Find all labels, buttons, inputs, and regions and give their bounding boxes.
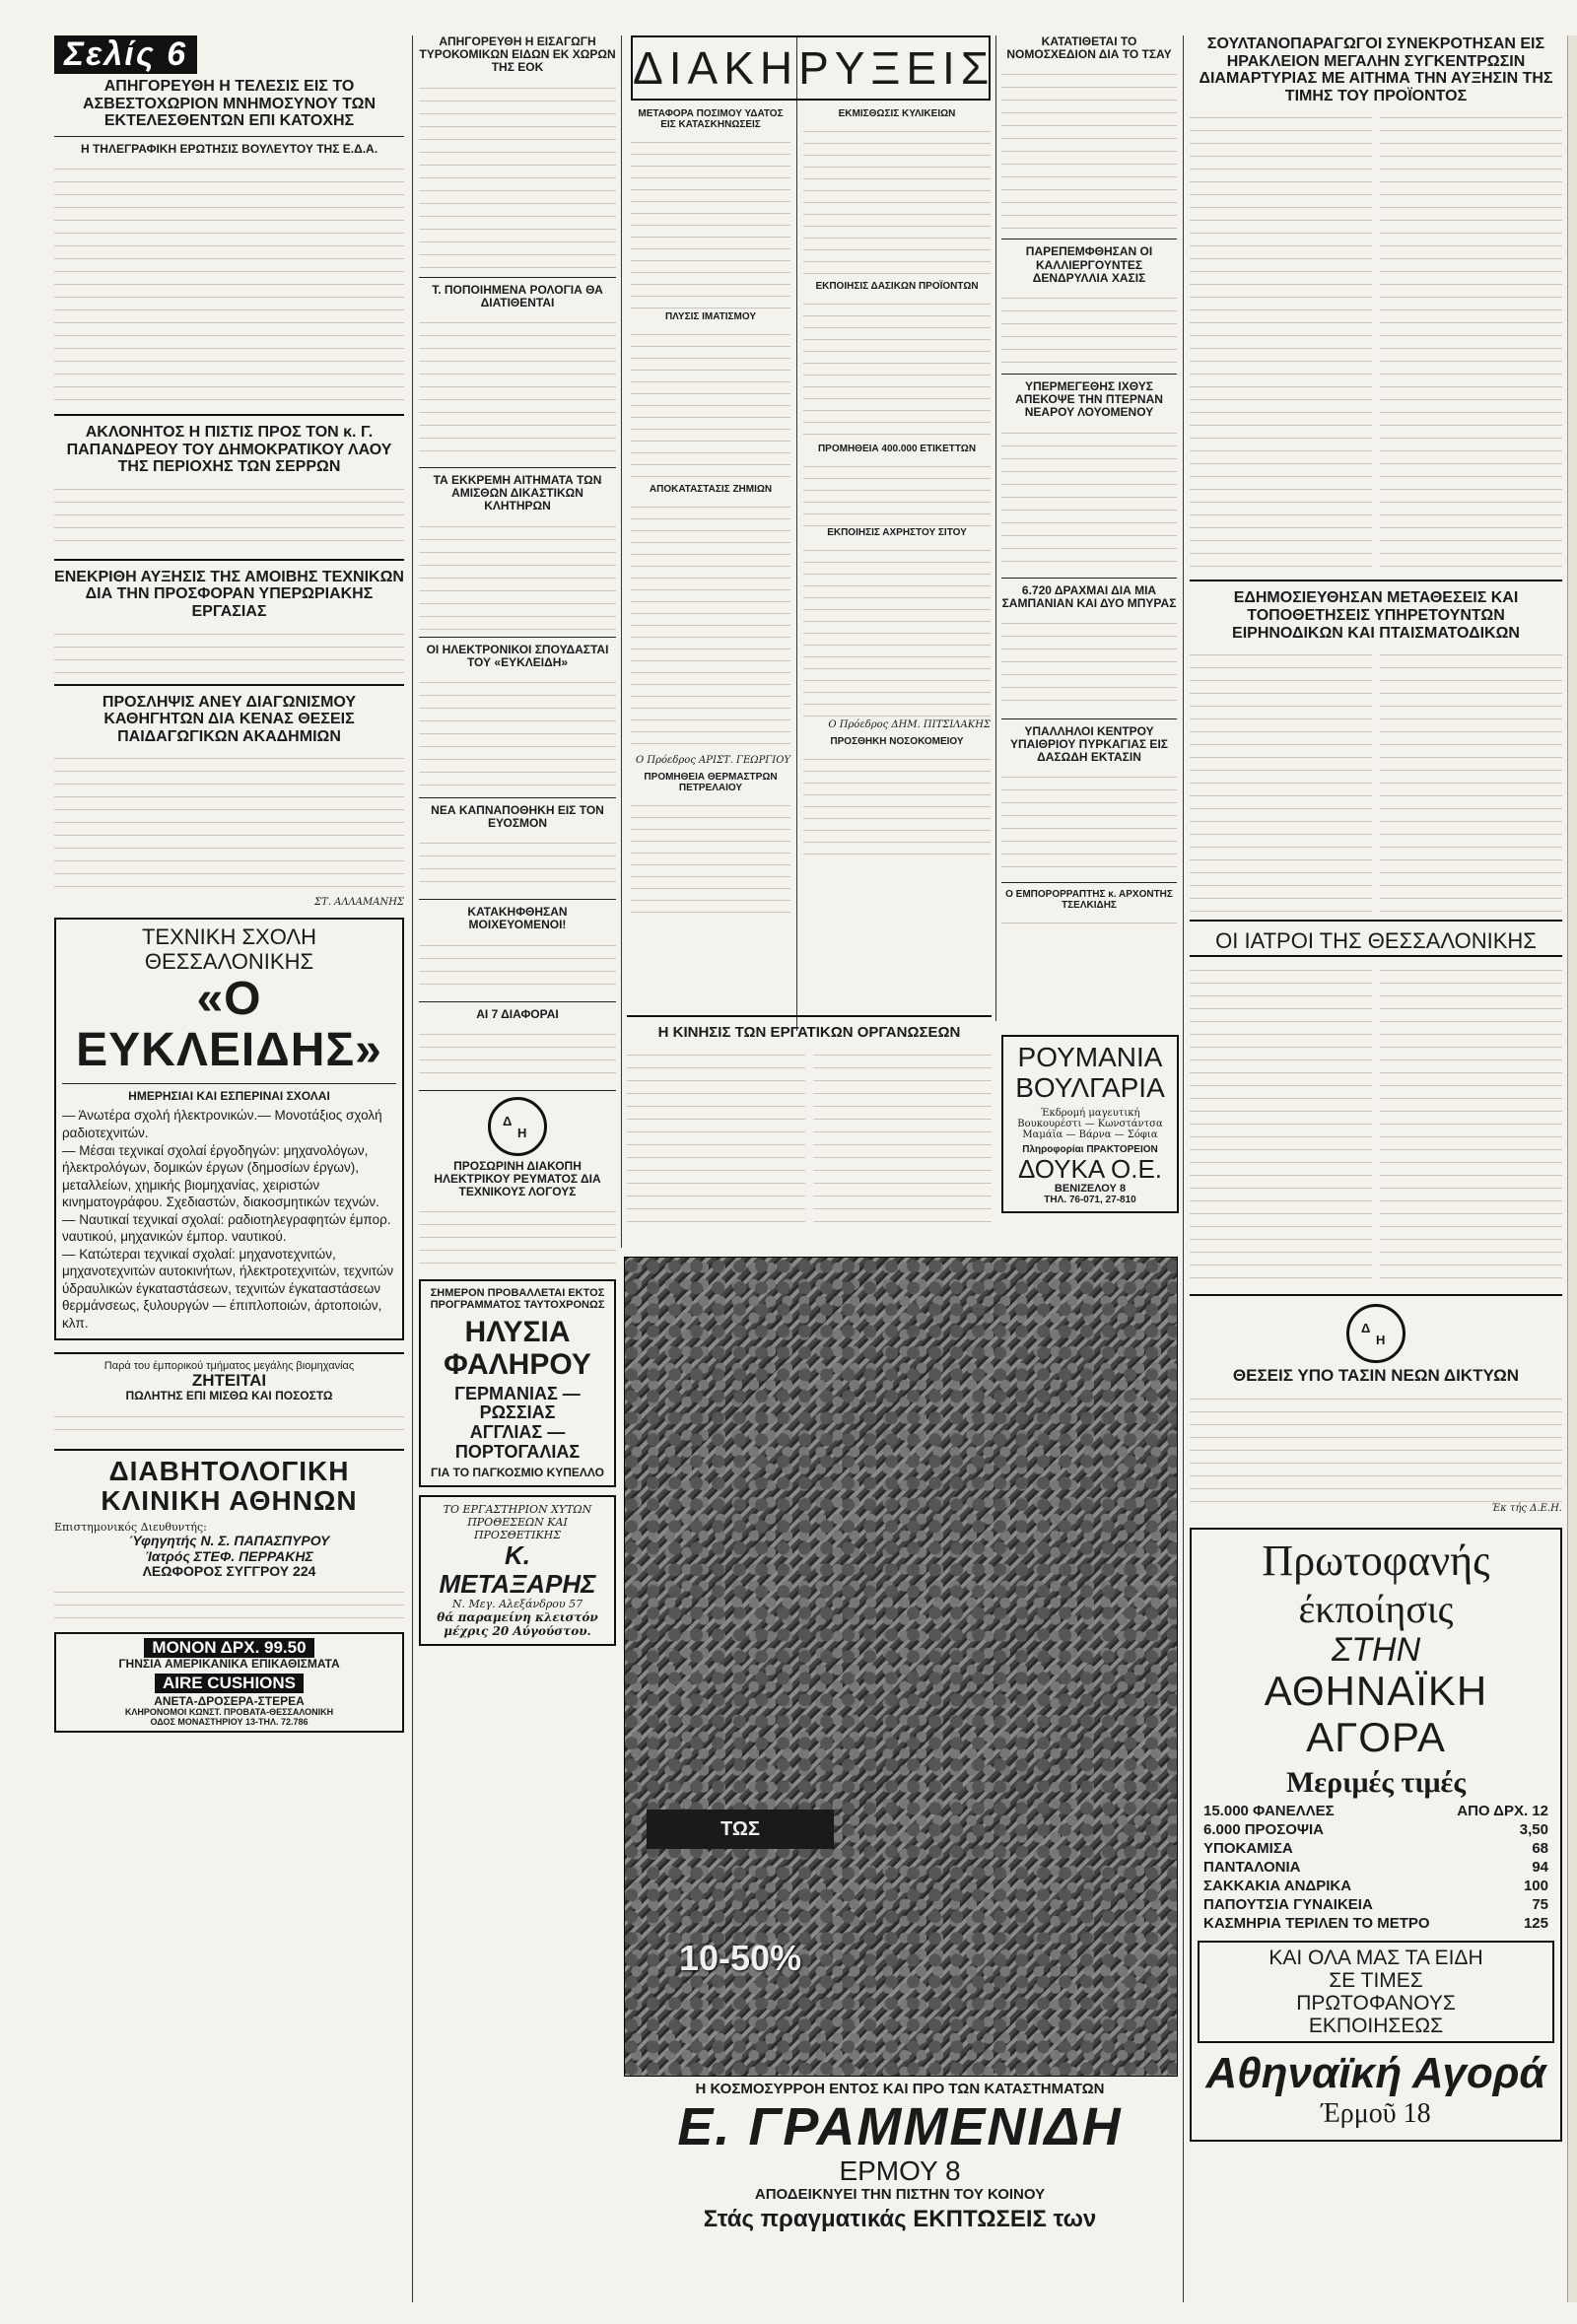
ad-line: — Ναυτικαί τεχνικαί σχολαί: ραδιοτηλεγραφητών έμπορ. ναυτικού, μηχανικών έμπορ. ναυτικού.: [62, 1211, 391, 1245]
price-item-value: 94: [1532, 1858, 1548, 1876]
body-text-block: [1001, 289, 1177, 368]
ad-subtitle: ΠΩΛΗΤΗΣ ΕΠΙ ΜΙΣΘΩ ΚΑΙ ΠΟΣΟΣΤΩ: [125, 1389, 333, 1403]
body-text-block: [419, 834, 616, 893]
body-text-block: [1001, 65, 1177, 233]
body-text-block: [803, 542, 991, 719]
price-list: [1198, 1802, 1554, 1933]
dei-logo-icon: Δ Η: [488, 1097, 547, 1156]
announcement-title: ΑΠΟΚΑΤΑΣΤΑΣΙΣ ΖΗΜΙΩΝ: [649, 484, 773, 495]
ad-pretitle: Παρά του έμπορικού τμήματος μεγάλης βιομηχανίας: [103, 1359, 355, 1372]
price-row: [1198, 1858, 1554, 1877]
ad-prices-title: Μεριμές τιμές: [1285, 1765, 1467, 1799]
ad-title: Ε. ΓΡΑΜΜΕΝΙΔΗ: [677, 2096, 1123, 2156]
body-text-block: [803, 123, 991, 281]
story-title: ΚΑΤΑΚΗΦΘΗΣΑΝ ΜΟΙΧΕΥΟΜΕΝΟΙ!: [467, 905, 568, 932]
ad-title: ΔΙΑΒΗΤΟΛΟΓΙΚΗ ΚΛΙΝΙΚΗ ΑΘΗΝΩΝ: [101, 1455, 358, 1517]
body-text-block: [1001, 424, 1177, 572]
workers-story: [627, 1015, 992, 1228]
story-title: ΣΟΥΛΤΑΝΟΠΑΡΑΓΩΓΟΙ ΣΥΝΕΚΡΟΤΗΣΑΝ ΕΙΣ ΗΡΑΚΛΕΙΟΝ ΜΕΓΑΛΗΝ ΣΥΓΚΕΝΤΡΩΣΙΝ ΔΙΑΜΑΡΤΥΡΙΑΣ ΜΕ ΑΙΤΗΜΑ ΤΗΝ ΑΥΞΗΣΙΝ ΤΗΣ ΤΙΜΗΣ ΤΟΥ ΠΡΟΪΟΝΤΟΣ: [1199, 35, 1553, 104]
ad-signature: Αθηναϊκή Αγορά: [1205, 2049, 1546, 2098]
column-5: [1001, 35, 1177, 933]
ad-phone: ΤΗΛ. 76-071, 27-810: [1044, 1195, 1136, 1206]
ad-agency: ΔΟΥΚΑ Ο.Ε.: [1017, 1153, 1163, 1184]
ad-line: ΠΡΩΤΟΦΑΝΟΥΣ: [1296, 1991, 1456, 2015]
ad-pretitle: Η ΚΟΣΜΟΣΥΡΡΟΗ ΕΝΤΟΣ ΚΑΙ ΠΡΟ ΤΩΝ ΚΑΤΑΣΤΗΜΑΤΩΝ: [695, 2081, 1105, 2097]
story-title: ΘΕΣΕΙΣ ΥΠΟ ΤΑΣΙΝ ΝΕΩΝ ΔΙΚΤΥΩΝ: [1232, 1366, 1520, 1386]
body-text-block: [1380, 108, 1562, 572]
ad-athenian-market: [1190, 1528, 1562, 2142]
ad-pretitle: Πρωτοφανής: [1262, 1537, 1490, 1586]
announcement-title: ΕΚΜΙΣΘΩΣΙΣ ΚΥΛΙΚΕΙΩΝ: [838, 108, 956, 119]
story-title: ΠΡΟΣΛΗΨΙΣ ΑΝΕΥ ΔΙΑΓΩΝΙΣΜΟΥ ΚΑΘΗΓΗΤΩΝ ΔΙΑ ΚΕΝΑΣ ΘΕΣΕΙΣ ΠΑΙΔΑΓΩΓΙΚΩΝ ΑΚΑΔΗΜΙΩΝ: [102, 693, 357, 745]
announcement-title: ΕΚΠΟΙΗΣΙΣ ΔΑΣΙΚΩΝ ΠΡΟΪΟΝΤΩΝ: [815, 281, 979, 292]
story-title: ΟΙ ΗΛΕΚΤΡΟΝΙΚΟΙ ΣΠΟΥΔΑΣΤΑΙ ΤΟΥ «ΕΥΚΛΕΙΔΗ»: [426, 642, 609, 669]
announcements-banner: ΔΙΑΚΗΡΥΞΕΙΣ: [631, 35, 991, 101]
ad-line: ΑΝΕΤΑ-ΔΡΟΣΕΡΑ-ΣΤΕΡΕΑ: [154, 1693, 305, 1708]
body-text-block: [419, 1202, 616, 1271]
body-text-block: [1190, 961, 1372, 1286]
body-text-block: [1380, 646, 1562, 912]
signature: Ο Πρόεδρος ΑΡΙΣΤ. ΓΕΩΡΓΙΟΥ: [635, 755, 790, 766]
signature: Έκ τής Δ.Ε.Η.: [1491, 1503, 1562, 1515]
crowd-photo: [624, 1257, 1178, 2077]
photo-shop-sign: ΤΩΣ: [647, 1810, 834, 1849]
body-text-block: [1001, 614, 1177, 713]
ad-person: Ίατρός ΣΤΕΦ. ΠΕΡΡΑΚΗΣ: [145, 1547, 313, 1564]
ad-grammenidi: [624, 2082, 1176, 2233]
ad-address: Ν. Μεγ. Αλεξάνδρου 57: [451, 1598, 583, 1611]
body-text-block: [54, 480, 404, 551]
body-text-block: [631, 134, 790, 311]
ad-pretitle: ΤΟ ΕΡΓΑΣΤΗΡΙΟΝ ΧΥΤΩΝ ΠΡΟΘΕΣΕΩΝ ΚΑΙ ΠΡΟΣΘΕΤΙΚΗΣ: [443, 1502, 592, 1541]
ad-line: — Άνωτέρα σχολή ήλεκτρονικών.— Μονοτάξιος σχολή ραδιοτεχνιτών.: [62, 1108, 382, 1141]
ad-romania: [1001, 1035, 1179, 1213]
ad-title: «Ο ΕΥΚΛΕΙΔΗΣ»: [76, 972, 382, 1077]
ad-address: Έρμοῦ 18: [1321, 2098, 1431, 2130]
ad-line: ΚΛΗΡΟΝΟΜΟΙ ΚΩΝΣΤ. ΠΡΟΒΑΤΑ-ΘΕΣΣΑΛΟΝΙΚΗ: [124, 1706, 334, 1717]
ad-address: ΛΕΩΦΟΡΟΣ ΣΥΓΓΡΟΥ 224: [142, 1562, 316, 1579]
story-title: Ο ΕΜΠΟΡΟΡΡΑΠΤΗΣ κ. ΑΡΧΟΝΤΗΣ ΤΣΕΛΚΙΔΗΣ: [1005, 889, 1173, 912]
ad-lab: [419, 1495, 616, 1646]
page-number-label: Σελίς 6: [54, 35, 197, 74]
ad-zitountai: [54, 1352, 404, 1437]
adjacent-page-edge: [1567, 35, 1577, 2302]
body-text-block: [419, 936, 616, 995]
body-text-block: [419, 313, 616, 461]
ad-title: ΡΟΥΜΑΝΙΑ: [1017, 1042, 1163, 1072]
body-text-block: [419, 1025, 616, 1084]
story-title: ΑΚΛΟΝΗΤΟΣ Η ΠΙΣΤΙΣ ΠΡΟΣ ΤΟΝ κ. Γ. ΠΑΠΑΝΔΡΕΟΥ ΤΟΥ ΔΗΜΟΚΡΑΤΙΚΟΥ ΛΑΟΥ ΤΗΣ ΠΕΡΙΟΧΗΣ ΤΩΝ ΣΕΡΡΩΝ: [66, 423, 392, 476]
body-text-block: [803, 751, 991, 859]
price-item-value: 75: [1532, 1895, 1548, 1913]
ad-clinic: [54, 1449, 404, 1623]
price-item-name: ΣΑΚΚΑΚΙΑ ΑΝΔΡΙΚΑ: [1203, 1877, 1352, 1894]
body-text-block: [1190, 646, 1372, 912]
ad-label: ΣΤΗΝ: [1331, 1631, 1421, 1670]
body-text-block: [803, 458, 991, 527]
ad-subtitle: ΗΜΕΡΗΣΙΑΙ ΚΑΙ ΕΣΠΕΡΙΝΑΙ ΣΧΟΛΑΙ: [128, 1089, 330, 1104]
story-title: ΝΕΑ ΚΑΠΝΑΠΟΘΗΚΗ ΕΙΣ ΤΟΝ ΕΥΟΣΜΟΝ: [431, 802, 604, 831]
column-rule: [1183, 35, 1184, 2302]
price-row: [1198, 1820, 1554, 1839]
ad-pretitle: ΣΗΜΕΡΟΝ ΠΡΟΒΑΛΛΕΤΑΙ ΕΚΤΟΣ ΠΡΟΓΡΑΜΜΑΤΟΣ ΤΑΥΤΟΧΡΟΝΩΣ: [430, 1287, 605, 1312]
body-text-block: [54, 160, 404, 406]
story-title: ΚΑΤΑΤΙΘΕΤΑΙ ΤΟ ΝΟΜΟΣΧΕΔΙΟΝ ΔΙΑ ΤΟ ΤΣΑΥ: [1006, 34, 1172, 62]
price-item-name: ΠΑΠΟΥΤΣΙΑ ΓΥΝΑΙΚΕΙΑ: [1203, 1895, 1373, 1913]
story-title: ΥΠΕΡΜΕΓΕΘΗΣ ΙΧΘΥΣ ΑΠΕΚΟΨΕ ΤΗΝ ΠΤΕΡΝΑΝ ΝΕΑΡΟΥ ΛΟΥΟΜΕΝΟΥ: [1015, 378, 1163, 420]
body-text-block: [419, 517, 616, 631]
column-rule: [412, 35, 413, 2302]
ad-cinema: [419, 1279, 616, 1487]
ad-title: ΑΘΗΝΑΪΚΗ ΑΓΟΡΑ: [1264, 1668, 1488, 1760]
ad-line: ΟΔΟΣ ΜΟΝΑΣΤΗΡΙΟΥ 13-ΤΗΛ. 72.786: [150, 1716, 309, 1727]
price-row: [1198, 1839, 1554, 1858]
story-title: ΥΠΑΛΛΗΛΟΙ ΚΕΝΤΡΟΥ ΥΠΑΙΘΡΙΟΥ ΠΥΡΚΑΓΙΑΣ ΕΙΣ ΔΑΣΩΔΗ ΕΚΤΑΣΙΝ: [1010, 723, 1168, 765]
ad-shoes: [54, 1632, 404, 1733]
ad-line: ΚΑΙ ΟΛΑ ΜΑΣ ΤΑ ΕΙΔΗ: [1268, 1946, 1483, 1969]
price-row: [1198, 1802, 1554, 1820]
body-text-block: [54, 749, 404, 897]
column-7: [1190, 35, 1562, 2142]
body-text-block: [627, 1046, 805, 1228]
ad-brand: AIRE CUSHIONS: [155, 1674, 304, 1693]
ad-price: ΜΟΝΟΝ ΔΡΧ. 99.50: [144, 1638, 313, 1658]
body-text-block: [419, 79, 616, 271]
story-title: ΠΡΟΣΩΡΙΝΗ ΔΙΑΚΟΠΗ ΗΛΕΚΤΡΙΚΟΥ ΡΕΥΜΑΤΟΣ ΔΙΑ ΤΕΧΝΙΚΟΥΣ ΛΟΓΟΥΣ: [434, 1158, 601, 1199]
column-rule: [621, 35, 622, 1248]
story-title: ΑΙ 7 ΔΙΑΦΟΡΑΙ: [476, 1006, 559, 1021]
ad-line: Στάς πραγματικάς ΕΚΠΤΩΣΕΙΣ των: [703, 2206, 1097, 2233]
body-text-block: [631, 326, 790, 484]
column-rule: [995, 35, 996, 1021]
ad-person: Ύφηγητής Ν. Σ. ΠΑΠΑΣΠΥΡΟΥ: [128, 1533, 330, 1549]
ad-pretitle: ΤΕΧΝΙΚΗ ΣΧΟΛΗ ΘΕΣΣΑΛΟΝΙΚΗΣ: [141, 924, 317, 974]
column-4: [803, 108, 991, 859]
masthead: [54, 35, 404, 74]
announcement-title: ΜΕΤΑΦΟΡΑ ΠΟΣΙΜΟΥ ΥΔΑΤΟΣ ΕΙΣ ΚΑΤΑΣΚΗΝΩΣΕΙΣ: [638, 108, 784, 130]
ad-line: ΑΠΟΔΕΙΚΝΥΕΙ ΤΗΝ ΠΙΣΤΗΝ ΤΟΥ ΚΟΙΝΟΥ: [754, 2185, 1046, 2203]
body-text-block: [54, 1583, 404, 1622]
ad-subtitle: ΓΙΑ ΤΟ ΠΑΓΚΟΣΜΙΟ ΚΥΠΕΛΛΟ: [431, 1465, 604, 1479]
ad-line: ΣΕ ΤΙΜΕΣ: [1329, 1968, 1423, 1992]
ad-label: Επιστημονικός Διευθυντής:: [54, 1521, 207, 1535]
body-text-block: [803, 296, 991, 444]
price-item-value: 68: [1532, 1839, 1548, 1857]
body-text-block: [54, 1407, 404, 1437]
body-text-block: [1190, 1390, 1562, 1503]
body-text-block: [1190, 108, 1372, 572]
column-1: [54, 35, 404, 1733]
ad-line: — Μέσαι τεχνικαί σχολαί έργοδηγών: μηχανολόγων, ήλεκτρολόγων, δομικών έργων (δημοσίων έργων), μεταλλείων, χημικής βιομηχανίας, χειριστών κινηματογράφου. Σχεδιαστών, διακοσμητικών τεχνών.: [62, 1142, 379, 1210]
story-title: 6.720 ΔΡΑΧΜΑΙ ΔΙΑ ΜΙΑ ΣΑΜΠΑΝΙΑΝ ΚΑΙ ΔΥΟ ΜΠΥΡΑΣ: [1001, 582, 1177, 610]
story-title: ΕΝΕΚΡΙΘΗ ΑΥΞΗΣΙΣ ΤΗΣ ΑΜΟΙΒΗΣ ΤΕΧΝΙΚΩΝ ΔΙΑ ΤΗΝ ΠΡΟΣΦΟΡΑΝ ΥΠΕΡΩΡΙΑΚΗΣ ΕΡΓΑΣΙΑΣ: [54, 568, 404, 620]
ad-eukleidis: [54, 918, 404, 1339]
price-item-value: ΑΠΟ ΔΡΧ. 12: [1457, 1802, 1548, 1819]
column-3: [631, 108, 790, 916]
price-row: [1198, 1895, 1554, 1914]
price-item-value: 100: [1523, 1877, 1548, 1894]
column-rule: [796, 35, 797, 1031]
ad-pretitle: έκποίησις: [1298, 1587, 1454, 1632]
ad-line: Έκδρομή μαγευτική Βουκουρέστι — Κωνστάντσα Μαμάϊα — Βάρνα — Σόφια: [1017, 1107, 1163, 1140]
price-item-name: ΥΠΟΚΑΜΙΣΑ: [1203, 1839, 1293, 1857]
column-2: [419, 35, 616, 1646]
ad-line: ΓΗΝΣΙΑ ΑΜΕΡΙΚΑΝΙΚΑ ΕΠΙΚΑΘΙΣΜΑΤΑ: [118, 1657, 340, 1672]
signature: ΣΤ. ΑΛΛΑΜΑΝΗΣ: [314, 897, 404, 909]
ad-box: [1198, 1941, 1554, 2043]
ad-line: ΕΚΠΟΙΗΣΕΩΣ: [1308, 2015, 1444, 2038]
story-title: ΤΑ ΕΚΚΡΕΜΗ ΑΙΤΗΜΑΤΑ ΤΩΝ ΑΜΙΣΘΩΝ ΔΙΚΑΣΤΙΚΩΝ ΚΛΗΤΗΡΩΝ: [433, 472, 602, 513]
price-item-value: 3,50: [1519, 1820, 1548, 1838]
ad-address: ΒΕΝΙΖΕΛΟΥ 8: [1054, 1183, 1127, 1196]
ad-match: ΑΓΓΛΙΑΣ — ΠΟΡΤΟΓΑΛΙΑΣ: [454, 1422, 581, 1462]
body-text-block: [813, 1046, 992, 1228]
price-item-name: ΚΑΣΜΗΡΙΑ ΤΕΡΙΛΕΝ ΤΟ ΜΕΤΡΟ: [1203, 1914, 1430, 1932]
story-title: Η ΚΙΝΗΣΙΣ ΤΩΝ ΕΡΓΑΤΙΚΩΝ ΟΡΓΑΝΩΣΕΩΝ: [657, 1024, 961, 1041]
body-text-block: [1001, 768, 1177, 876]
ad-label: Πληροφορίαι ΠΡΑΚΤΟΡΕΙΟΝ: [1022, 1143, 1158, 1155]
announcement-title: ΠΛΥΣΙΣ ΙΜΑΤΙΣΜΟΥ: [664, 311, 757, 322]
ad-note: θά παραμείνη κλειστόν μέχρις 20 Αύγούστου.: [437, 1610, 598, 1639]
announcement-title: ΠΡΟΜΗΘΕΙΑ ΘΕΡΜΑΣΤΡΩΝ ΠΕΤΡΕΛΑΙΟΥ: [644, 772, 778, 793]
ad-title: ΗΛΥΣΙΑ ΦΑΛΗΡΟΥ: [444, 1315, 591, 1381]
announcement-title: ΠΡΟΣΘΗΚΗ ΝΟΣΟΚΟΜΕΙΟΥ: [830, 736, 964, 747]
ad-line: — Κατώτεραι τεχνικαί σχολαί: μηχανοτεχνιτών, μηχανοτεχνιτών αυτοκινήτων, ήλεκτροτεχνιτών, τεχνιτών ύδραυλικών έγκαταστάσεων, τεχνιτών έγκαταστάσεων θερμάνσεως, ξυλουργών — έπιπλοποιών, άρτοποιών, κλπ.: [62, 1246, 394, 1332]
photo-discount-sign: 10-50%: [679, 1938, 802, 1978]
announcement-title: ΠΡΟΜΗΘΕΙΑ 400.000 ΕΤΙΚΕΤΤΩΝ: [817, 444, 977, 454]
story-title: ΟΙ ΙΑΤΡΟΙ ΤΗΣ ΘΕΣΣΑΛΟΝΙΚΗΣ: [1190, 929, 1562, 957]
price-row: [1198, 1877, 1554, 1895]
ad-address: ΕΡΜΟΥ 8: [839, 2154, 961, 2186]
dei-logo-icon: Δ Η: [1346, 1304, 1406, 1363]
story-subtitle: Η ΤΗΛΕΓΡΑΦΙΚΗ ΕΡΩΤΗΣΙΣ ΒΟΥΛΕΥΤΟΥ ΤΗΣ Ε.Δ.Α.: [80, 141, 378, 156]
body-text-block: [631, 499, 790, 755]
ad-title: ΒΟΥΛΓΑΡΙΑ: [1015, 1071, 1165, 1103]
ad-title: Κ. ΜΕΤΑΞΑΡΗΣ: [439, 1539, 596, 1599]
story-title: ΑΠΗΓΟΡΕΥΘΗ Η ΤΕΛΕΣΙΣ ΕΙΣ ΤΟ ΑΣΒΕΣΤΟΧΩΡΙΟΝ ΜΝΗΜΟΣΥΝΟΥ ΤΩΝ ΕΚΤΕΛΕΣΘΕΝΤΩΝ ΕΠΙ ΚΑΤΟΧΗΣ: [83, 78, 376, 130]
signature: Ο Πρόεδρος ΔΗΜ. ΠΙΤΣΙΛΑΚΗΣ: [828, 719, 991, 730]
price-item-name: 15.000 ΦΑΝΕΛΛΕΣ: [1203, 1802, 1335, 1819]
body-text-block: [54, 625, 404, 676]
story-title: ΠΑΡΕΠΕΜΦΘΗΣΑΝ ΟΙ ΚΑΛΛΙΕΡΓΟΥΝΤΕΣ ΔΕΝΔΡΥΛΛΙΑ ΧΑΣΙΣ: [1025, 244, 1153, 285]
announcements-section: [631, 35, 995, 101]
price-item-name: 6.000 ΠΡΟΣΟΨΙΑ: [1203, 1820, 1325, 1838]
price-item-value: 125: [1523, 1914, 1548, 1932]
price-row: [1198, 1914, 1554, 1933]
price-item-name: ΠΑΝΤΑΛΟΝΙΑ: [1203, 1858, 1301, 1876]
ad-match: ΓΕΡΜΑΝΙΑΣ — ΡΩΣΣΙΑΣ: [454, 1383, 581, 1423]
body-text-block: [631, 797, 790, 916]
body-text-block: [1001, 914, 1177, 933]
story-title: ΕΔΗΜΟΣΙΕΥΘΗΣΑΝ ΜΕΤΑΘΕΣΕΙΣ ΚΑΙ ΤΟΠΟΘΕΤΗΣΕΙΣ ΥΠΗΡΕΤΟΥΝΤΩΝ ΕΙΡΗΝΟΔΙΚΩΝ ΚΑΙ ΠΤΑΙΣΜΑΤΟΔΙΚΩΝ: [1232, 589, 1520, 642]
story-title: ΑΠΗΓΟΡΕΥΘΗ Η ΕΙΣΑΓΩΓΗ ΤΥΡΟΚΟΜΙΚΩΝ ΕΙΔΩΝ ΕΚ ΧΩΡΩΝ ΤΗΣ ΕΟΚ: [419, 34, 616, 75]
body-text-block: [1380, 961, 1562, 1286]
announcement-title: ΕΚΠΟΙΗΣΙΣ ΑΧΡΗΣΤΟΥ ΣΙΤΟΥ: [827, 527, 967, 538]
story-title: Τ. ΠΟΠΟΙΗΜΕΝΑ ΡΟΛΟΓΙΑ ΘΑ ΔΙΑΤΙΘΕΝΤΑΙ: [432, 282, 603, 309]
ad-title: ΖΗΤΕΙΤΑΙ: [191, 1370, 267, 1390]
body-text-block: [419, 673, 616, 791]
